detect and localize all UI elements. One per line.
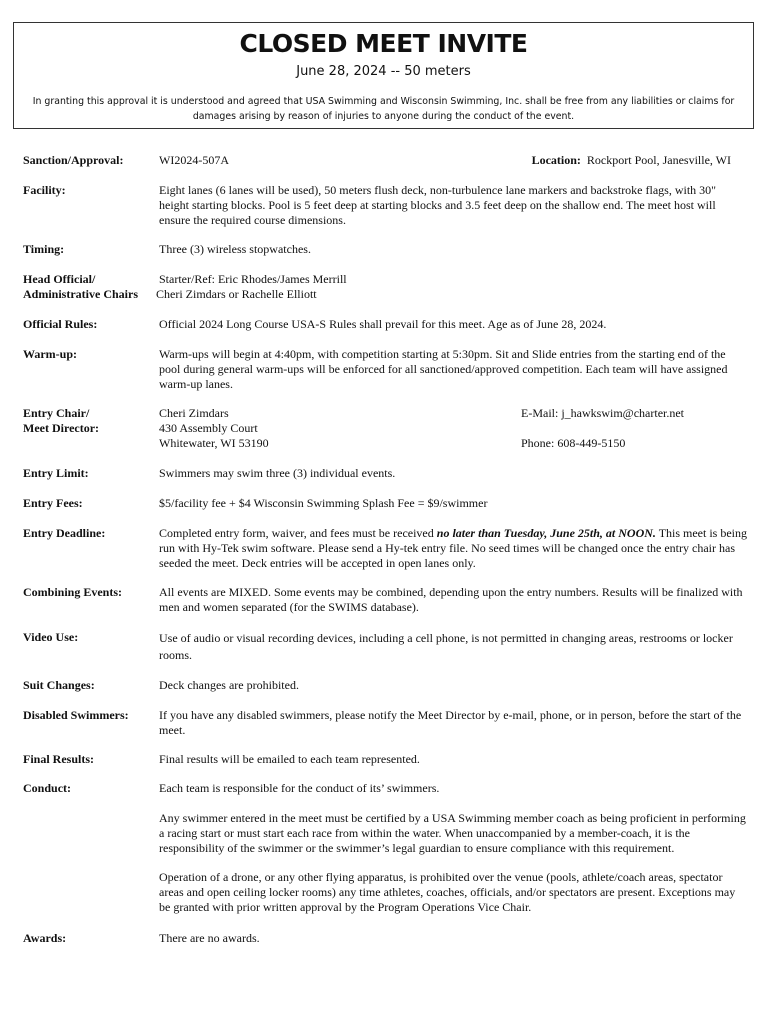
combining-value: All events are MIXED. Some events may be combined, depending upon the entry numbers. Results will be finalized with men and women separated (for the SWIMS database). — [159, 585, 743, 614]
entry-chair-address2: Whitewater, WI 53190 — [159, 436, 269, 450]
entry-chair-label — [23, 406, 99, 436]
entry-limit-label: Entry Limit: — [23, 466, 89, 480]
video-label: Video Use: — [23, 630, 79, 644]
combining-label: Combining Events: — [23, 585, 123, 599]
conduct-paragraph-1: Each team is responsible for the conduct of its’ swimmers. — [159, 781, 440, 795]
facility-value: Eight lanes (6 lanes will be used), 50 meters flush deck, non-turbulence lane markers and backstroke flags, with 30" height starting blocks. Pool is 5 feet deep at starting blocks and 3.5 feet deep on the shallow end. The meet host will ensure the required course dimensions. — [159, 183, 717, 227]
video-value: Use of audio or visual recording devices, including a cell phone, is not permitted in changing areas, restrooms or locker rooms. — [159, 631, 733, 662]
final-results-value: Final results will be emailed to each team represented. — [159, 752, 420, 766]
location-label: Location: — [531, 153, 581, 167]
entry-fees-label: Entry Fees: — [23, 496, 83, 510]
disabled-value: If you have any disabled swimmers, please notify the Meet Director by e-mail, phone, or in person, before the start of the meet. — [159, 708, 742, 737]
entry-chair-email-phone — [521, 406, 684, 451]
entry-deadline-details: This meet is being run with Hy-Tek swim software. Please send a Hy-tek entry file. No seed times will be changed once the entry chair has seeded the meet. Deck entries will be accepted in open lanes only. — [159, 526, 748, 570]
conduct-value — [159, 781, 747, 915]
timing-label: Timing: — [23, 242, 65, 256]
entry-chair-phone: Phone: 608-449-5150 — [521, 436, 626, 450]
final-results-label: Final Results: — [23, 752, 95, 766]
entry-deadline-label: Entry Deadline: — [23, 526, 106, 540]
facility-label: Facility: — [23, 183, 66, 197]
timing-value: Three (3) wireless stopwatches. — [159, 242, 311, 256]
entry-chair-label-line1: Entry Chair/ — [23, 406, 90, 420]
entry-deadline-text: Completed entry form, waiver, and fees must be received — [159, 526, 437, 540]
warmup-label: Warm-up: — [23, 347, 77, 361]
entry-chair-email: E-Mail: j_hawkswim@charter.net — [521, 406, 685, 420]
official-rules-value: Official 2024 Long Course USA-S Rules shall prevail for this meet. Age as of June 28, 2024. — [159, 317, 607, 331]
meet-date: June 28, 2024 -- 50 meters — [296, 64, 471, 79]
liability-disclaimer: In granting this approval it is understood and agreed that USA Swimming and Wisconsin Swimming, Inc. shall be free from any liabilities or claims for damages arising by reason of injuries to anyone during the conduct of the event. — [32, 96, 735, 122]
warmup-value: Warm-ups will begin at 4:40pm, with competition starting at 5:30pm. Sit and Slide entries from the starting end of the pool during general warm-ups will be enforced for all sanctioned/approved competition. Each team will have assigned warm-up lanes. — [159, 347, 728, 391]
entry-deadline-value — [159, 526, 747, 571]
sanction-value: WI2024-507A — [159, 153, 229, 167]
head-official-label-line2: Administrative Chairs — [23, 287, 138, 301]
official-rules-label: Official Rules: — [23, 317, 98, 331]
head-official-value — [156, 272, 747, 302]
location — [532, 153, 731, 168]
sanction-label: Sanction/Approval: — [23, 153, 124, 167]
suit-label: Suit Changes: — [23, 678, 95, 692]
entry-chair-address1: 430 Assembly Court — [159, 421, 258, 435]
header-box — [13, 22, 754, 129]
conduct-paragraph-2: Any swimmer entered in the meet must be certified by a USA Swimming member coach as being proficient in performing a racing start or must start each race from within the water. When unaccompanied by a member-coach, it is the responsibility of the swimmer or the swimmer’s legal guardian to ensure compliance with this requirement. — [159, 811, 746, 855]
awards-value: There are no awards. — [159, 931, 260, 945]
admin-chairs: Cheri Zimdars or Rachelle Elliott — [156, 287, 317, 301]
entry-chair-label-line2: Meet Director: — [23, 421, 100, 435]
disabled-label: Disabled Swimmers: — [23, 708, 129, 722]
entry-chair-name: Cheri Zimdars — [159, 406, 229, 420]
entry-deadline-emphasis: no later than Tuesday, June 25th, at NOON. — [436, 526, 656, 540]
suit-value: Deck changes are prohibited. — [159, 678, 299, 692]
conduct-label: Conduct: — [23, 781, 72, 795]
location-value: Rockport Pool, Janesville, WI — [586, 153, 731, 167]
head-official-label-line1: Head Official/ — [23, 272, 96, 286]
head-official-label — [23, 272, 138, 302]
conduct-paragraph-3: Operation of a drone, or any other flying apparatus, is prohibited over the venue (pools, athlete/coach areas, spectator areas and open ceiling locker rooms) any time athletes, coaches, officials, and/or spectators are present. Exceptions may be granted with prior written approval by the Program Operations Vice Chair. — [159, 870, 736, 914]
entry-fees-value: $5/facility fee + $4 Wisconsin Swimming Splash Fee = $9/swimmer — [159, 496, 488, 510]
page-title: CLOSED MEET INVITE — [239, 29, 528, 58]
awards-label: Awards: — [23, 931, 67, 945]
entry-limit-value: Swimmers may swim three (3) individual events. — [159, 466, 396, 480]
entry-chair-contact — [159, 406, 747, 451]
starter-ref: Starter/Ref: Eric Rhodes/James Merrill — [159, 272, 347, 286]
